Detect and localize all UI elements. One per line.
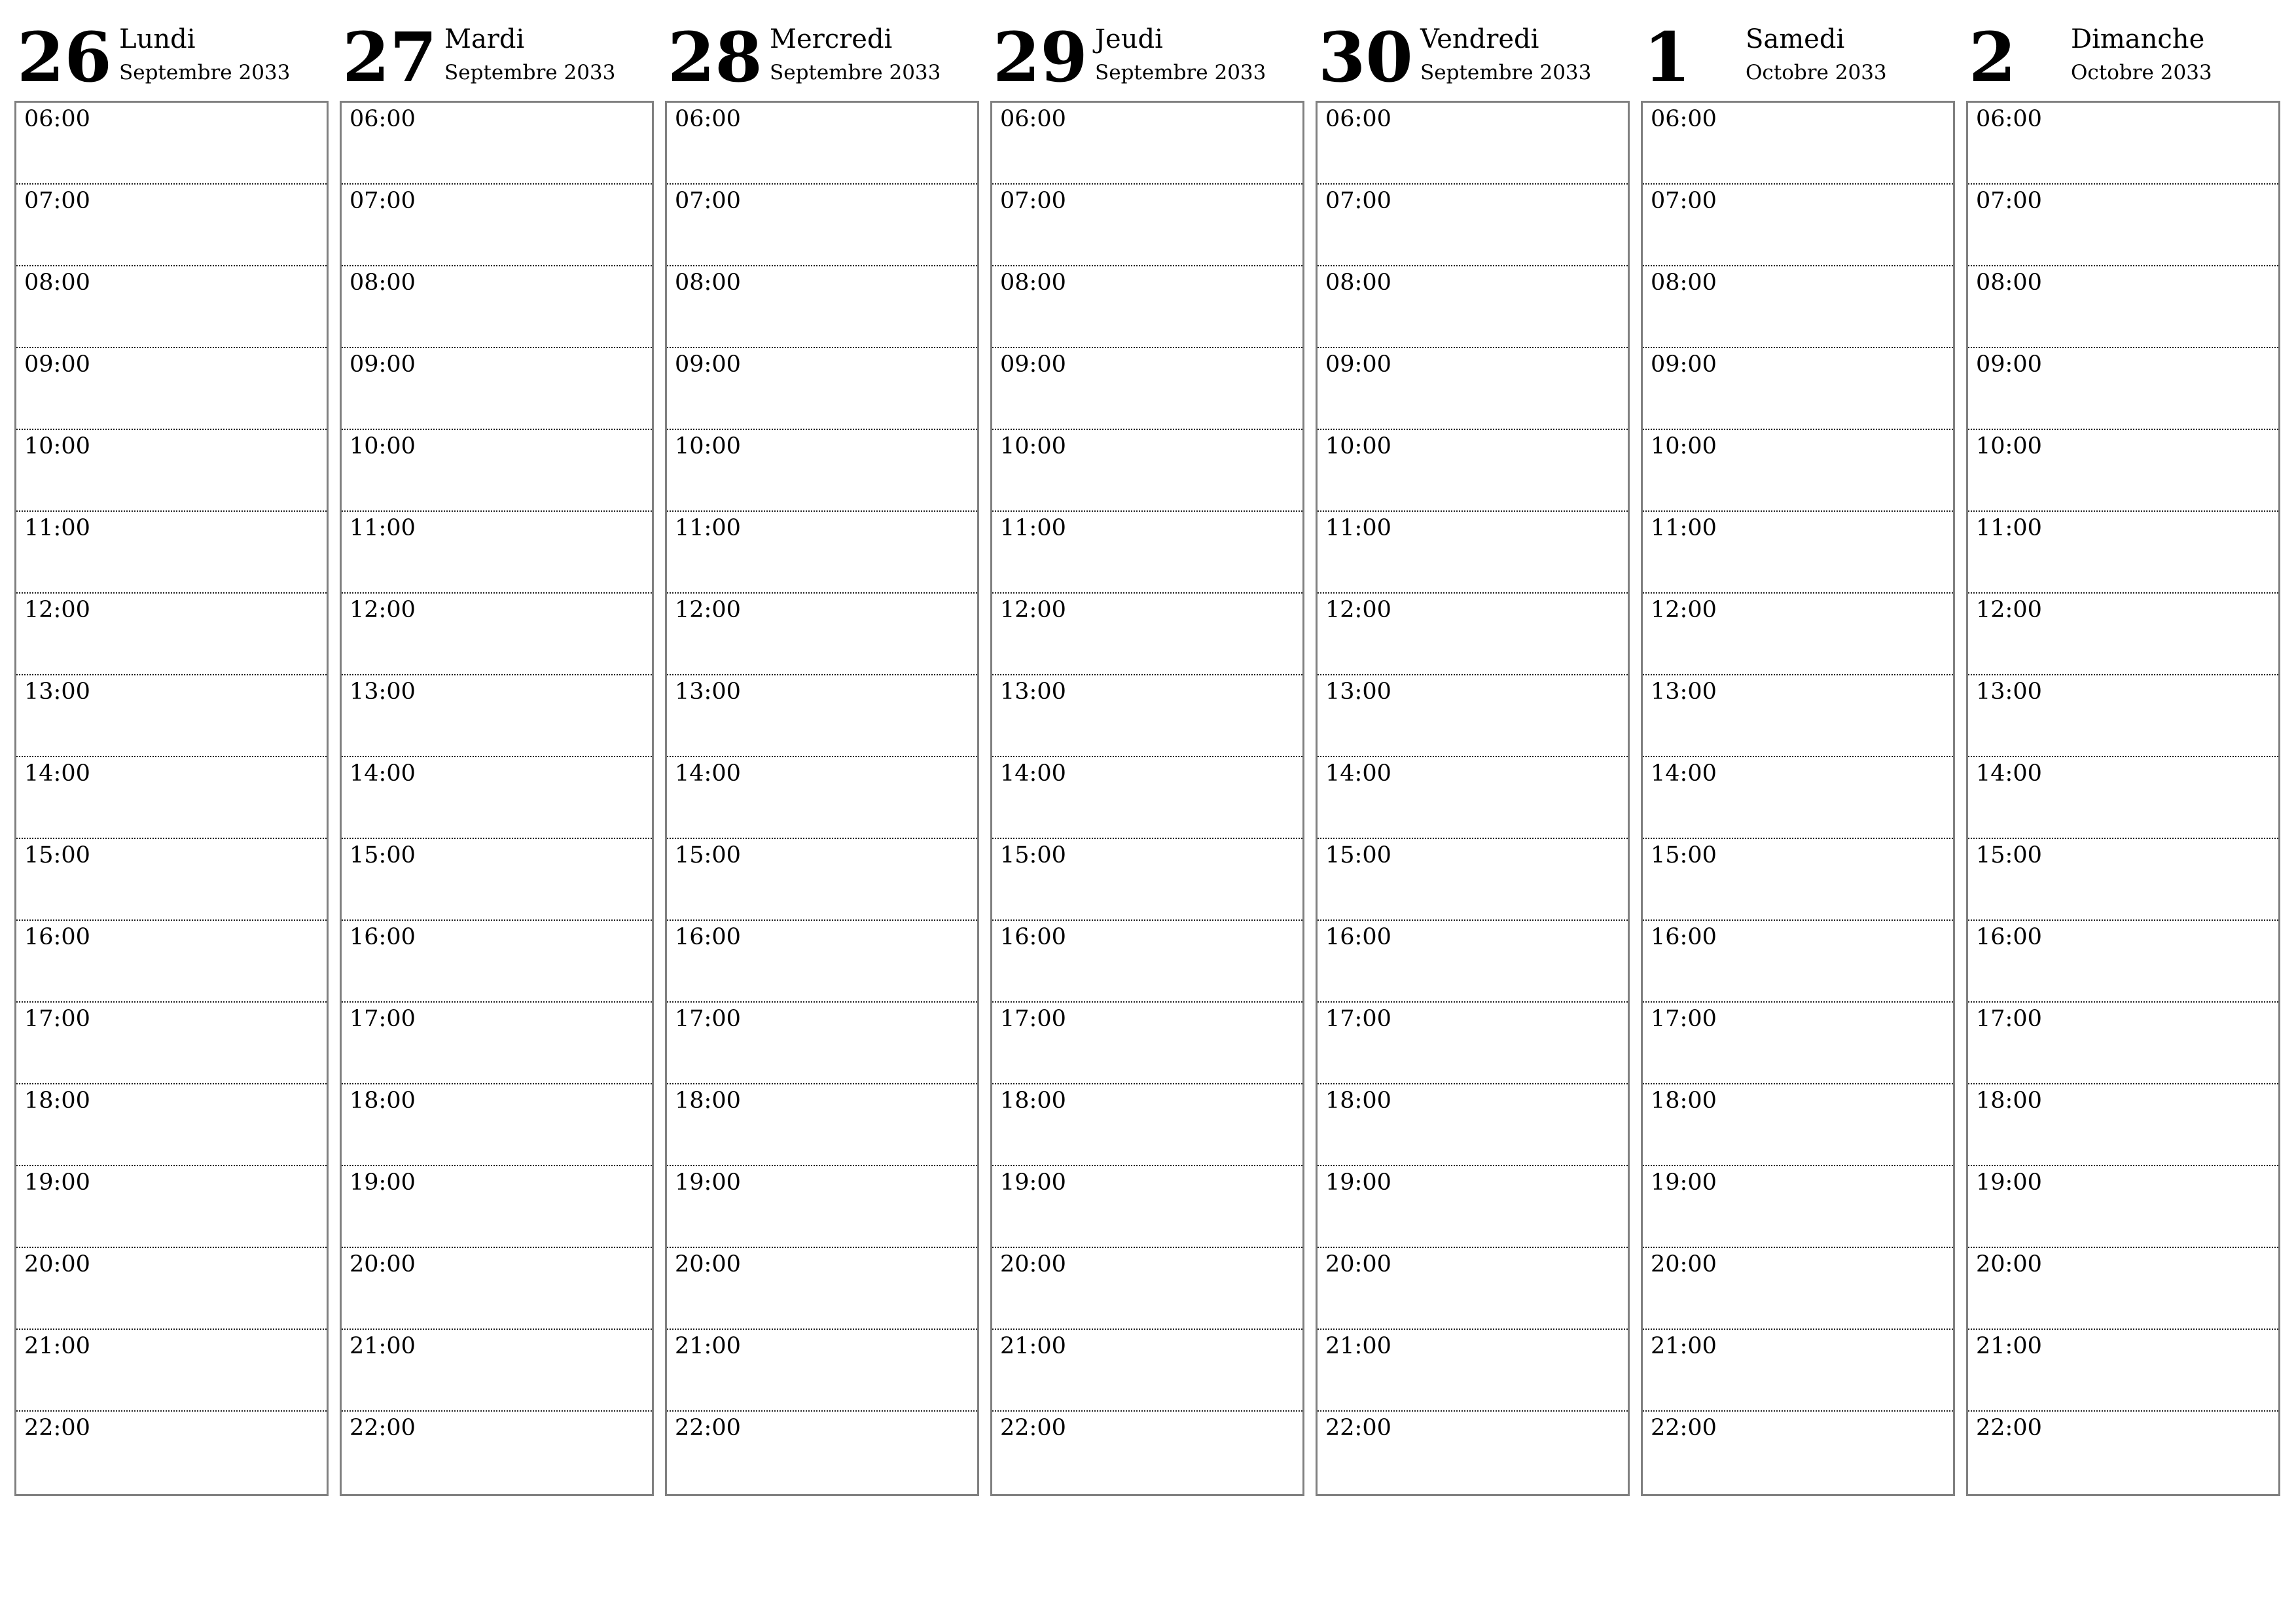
time-slot[interactable] xyxy=(1643,921,1953,1003)
time-slot-label: 20:00 xyxy=(350,1251,416,1277)
day-name: Dimanche xyxy=(2071,24,2205,54)
time-slot[interactable] xyxy=(667,675,977,757)
time-slot[interactable] xyxy=(16,185,327,266)
time-slot[interactable] xyxy=(1643,1330,1953,1412)
time-slot-label: 06:00 xyxy=(1976,106,2042,132)
time-slot-label: 10:00 xyxy=(24,433,90,459)
time-slot[interactable] xyxy=(1968,921,2278,1003)
time-slot-label: 09:00 xyxy=(350,351,416,378)
time-slot[interactable] xyxy=(1968,839,2278,921)
day-month: Septembre 2033 xyxy=(444,61,616,84)
time-slot[interactable] xyxy=(342,675,652,757)
day-name: Mercredi xyxy=(770,24,893,54)
time-slot[interactable] xyxy=(1318,512,1628,594)
time-slot-label: 13:00 xyxy=(1000,679,1066,705)
time-slot[interactable] xyxy=(1968,266,2278,348)
time-slot-label: 20:00 xyxy=(1976,1251,2042,1277)
day-schedule-box[interactable] xyxy=(340,101,654,1496)
time-slot-label: 19:00 xyxy=(1976,1169,2042,1196)
time-slot-label: 12:00 xyxy=(1000,597,1066,623)
time-slot-label: 06:00 xyxy=(675,106,741,132)
day-column xyxy=(14,18,327,1497)
time-slot[interactable] xyxy=(1643,430,1953,512)
time-slot-label: 21:00 xyxy=(1976,1333,2042,1359)
time-slot-label: 11:00 xyxy=(24,515,90,541)
time-slot[interactable] xyxy=(992,266,1302,348)
time-slot[interactable] xyxy=(992,185,1302,266)
time-slot[interactable] xyxy=(16,266,327,348)
time-slot-label: 13:00 xyxy=(675,679,741,705)
time-slot-label: 14:00 xyxy=(1325,760,1391,787)
day-number: 28 xyxy=(668,17,762,98)
time-slot-label: 15:00 xyxy=(350,842,416,868)
time-slot[interactable] xyxy=(667,103,977,185)
time-slot[interactable] xyxy=(992,1248,1302,1330)
time-slot[interactable] xyxy=(16,757,327,839)
time-slot-label: 09:00 xyxy=(1976,351,2042,378)
time-slot[interactable] xyxy=(667,1084,977,1166)
time-slot-label: 18:00 xyxy=(1976,1088,2042,1114)
time-slot-label: 19:00 xyxy=(1651,1169,1717,1196)
day-header xyxy=(1316,18,1628,101)
time-slot-label: 17:00 xyxy=(1976,1006,2042,1032)
time-slot-label: 18:00 xyxy=(1325,1088,1391,1114)
time-slot[interactable] xyxy=(16,1166,327,1248)
day-column xyxy=(665,18,978,1497)
time-slot[interactable] xyxy=(992,430,1302,512)
time-slot[interactable] xyxy=(342,185,652,266)
time-slot-label: 13:00 xyxy=(1651,679,1717,705)
time-slot-label: 09:00 xyxy=(1325,351,1391,378)
time-slot[interactable] xyxy=(1318,1248,1628,1330)
time-slot-label: 19:00 xyxy=(24,1169,90,1196)
time-slot-label: 21:00 xyxy=(675,1333,741,1359)
time-slot-label: 11:00 xyxy=(1325,515,1391,541)
time-slot[interactable] xyxy=(1968,1248,2278,1330)
day-header xyxy=(340,18,653,101)
time-slot[interactable] xyxy=(992,1003,1302,1084)
day-schedule-box[interactable] xyxy=(1316,101,1630,1496)
day-header xyxy=(665,18,978,101)
time-slot[interactable] xyxy=(667,839,977,921)
time-slot-label: 11:00 xyxy=(350,515,416,541)
time-slot-label: 19:00 xyxy=(1325,1169,1391,1196)
day-schedule-box[interactable] xyxy=(1966,101,2280,1496)
time-slot-label: 18:00 xyxy=(350,1088,416,1114)
time-slot-label: 21:00 xyxy=(350,1333,416,1359)
time-slot[interactable] xyxy=(342,512,652,594)
time-slot-label: 09:00 xyxy=(1651,351,1717,378)
time-slot[interactable] xyxy=(1318,1003,1628,1084)
day-name: Jeudi xyxy=(1095,24,1163,54)
time-slot-label: 07:00 xyxy=(1325,188,1391,214)
time-slot[interactable] xyxy=(992,921,1302,1003)
time-slot-label: 17:00 xyxy=(1651,1006,1717,1032)
time-slot[interactable] xyxy=(1318,266,1628,348)
time-slot[interactable] xyxy=(992,1412,1302,1493)
day-column xyxy=(340,18,653,1497)
time-slot-label: 13:00 xyxy=(1976,679,2042,705)
time-slot[interactable] xyxy=(1968,430,2278,512)
time-slot[interactable] xyxy=(1643,1166,1953,1248)
time-slot[interactable] xyxy=(1318,1412,1628,1493)
day-number: 26 xyxy=(17,17,112,98)
time-slot[interactable] xyxy=(1968,1412,2278,1493)
time-slot[interactable] xyxy=(1318,1166,1628,1248)
time-slot-label: 08:00 xyxy=(350,270,416,296)
day-column xyxy=(1316,18,1628,1497)
time-slot[interactable] xyxy=(1318,185,1628,266)
time-slot-label: 10:00 xyxy=(675,433,741,459)
time-slot[interactable] xyxy=(992,1084,1302,1166)
time-slot-label: 14:00 xyxy=(24,760,90,787)
time-slot-label: 20:00 xyxy=(1651,1251,1717,1277)
time-slot[interactable] xyxy=(1643,266,1953,348)
time-slot-label: 13:00 xyxy=(24,679,90,705)
time-slot-label: 15:00 xyxy=(1976,842,2042,868)
time-slot-label: 21:00 xyxy=(24,1333,90,1359)
time-slot-label: 19:00 xyxy=(675,1169,741,1196)
time-slot[interactable] xyxy=(667,1003,977,1084)
time-slot[interactable] xyxy=(1643,348,1953,430)
time-slot[interactable] xyxy=(992,757,1302,839)
time-slot[interactable] xyxy=(1643,1003,1953,1084)
time-slot[interactable] xyxy=(342,1166,652,1248)
time-slot-label: 18:00 xyxy=(1651,1088,1717,1114)
day-header xyxy=(1641,18,1954,101)
time-slot-label: 14:00 xyxy=(1651,760,1717,787)
time-slot-label: 10:00 xyxy=(350,433,416,459)
time-slot-label: 09:00 xyxy=(675,351,741,378)
time-slot[interactable] xyxy=(1968,594,2278,675)
time-slot-label: 18:00 xyxy=(24,1088,90,1114)
time-slot-label: 20:00 xyxy=(1000,1251,1066,1277)
time-slot-label: 12:00 xyxy=(1976,597,2042,623)
day-number: 29 xyxy=(993,17,1088,98)
time-slot[interactable] xyxy=(16,594,327,675)
day-header xyxy=(1966,18,2279,101)
time-slot-label: 14:00 xyxy=(1000,760,1066,787)
time-slot-label: 16:00 xyxy=(1651,924,1717,950)
time-slot[interactable] xyxy=(1318,1084,1628,1166)
time-slot[interactable] xyxy=(992,839,1302,921)
day-name: Lundi xyxy=(119,24,196,54)
time-slot[interactable] xyxy=(992,348,1302,430)
day-schedule-box[interactable] xyxy=(665,101,979,1496)
day-month: Septembre 2033 xyxy=(119,61,291,84)
time-slot[interactable] xyxy=(992,512,1302,594)
time-slot-label: 22:00 xyxy=(1325,1415,1391,1441)
time-slot[interactable] xyxy=(16,430,327,512)
time-slot-label: 08:00 xyxy=(675,270,741,296)
day-column xyxy=(1966,18,2279,1497)
time-slot[interactable] xyxy=(992,675,1302,757)
time-slot-label: 09:00 xyxy=(24,351,90,378)
time-slot-label: 10:00 xyxy=(1000,433,1066,459)
time-slot[interactable] xyxy=(992,1330,1302,1412)
time-slot-label: 22:00 xyxy=(350,1415,416,1441)
day-column xyxy=(990,18,1303,1497)
day-header xyxy=(14,18,327,101)
time-slot[interactable] xyxy=(1318,348,1628,430)
time-slot-label: 06:00 xyxy=(24,106,90,132)
time-slot-label: 11:00 xyxy=(1000,515,1066,541)
time-slot[interactable] xyxy=(1968,348,2278,430)
time-slot-label: 07:00 xyxy=(1976,188,2042,214)
day-schedule-box[interactable] xyxy=(1641,101,1955,1496)
time-slot-label: 15:00 xyxy=(1000,842,1066,868)
time-slot-label: 13:00 xyxy=(1325,679,1391,705)
time-slot[interactable] xyxy=(16,348,327,430)
time-slot[interactable] xyxy=(1968,512,2278,594)
time-slot-label: 07:00 xyxy=(350,188,416,214)
time-slot-label: 16:00 xyxy=(24,924,90,950)
time-slot[interactable] xyxy=(1643,675,1953,757)
time-slot[interactable] xyxy=(1968,1330,2278,1412)
time-slot[interactable] xyxy=(1643,185,1953,266)
time-slot-label: 08:00 xyxy=(1000,270,1066,296)
time-slot[interactable] xyxy=(342,1248,652,1330)
time-slot[interactable] xyxy=(16,1330,327,1412)
day-header xyxy=(990,18,1303,101)
time-slot-label: 18:00 xyxy=(1000,1088,1066,1114)
time-slot[interactable] xyxy=(16,1084,327,1166)
time-slot-label: 11:00 xyxy=(675,515,741,541)
time-slot[interactable] xyxy=(1318,594,1628,675)
time-slot-label: 22:00 xyxy=(1000,1415,1066,1441)
time-slot[interactable] xyxy=(342,1412,652,1493)
time-slot[interactable] xyxy=(667,1412,977,1493)
time-slot-label: 10:00 xyxy=(1976,433,2042,459)
time-slot[interactable] xyxy=(1643,1248,1953,1330)
time-slot[interactable] xyxy=(16,1412,327,1493)
time-slot-label: 12:00 xyxy=(24,597,90,623)
time-slot-label: 17:00 xyxy=(24,1006,90,1032)
time-slot[interactable] xyxy=(992,1166,1302,1248)
time-slot-label: 16:00 xyxy=(1325,924,1391,950)
time-slot-label: 08:00 xyxy=(1651,270,1717,296)
weekly-planner xyxy=(14,18,2282,1497)
time-slot-label: 08:00 xyxy=(24,270,90,296)
time-slot[interactable] xyxy=(1643,594,1953,675)
time-slot[interactable] xyxy=(1968,675,2278,757)
time-slot-label: 11:00 xyxy=(1651,515,1717,541)
time-slot[interactable] xyxy=(667,1248,977,1330)
time-slot-label: 20:00 xyxy=(24,1251,90,1277)
day-month: Septembre 2033 xyxy=(1420,61,1592,84)
time-slot-label: 17:00 xyxy=(350,1006,416,1032)
day-number: 27 xyxy=(342,17,437,98)
time-slot-label: 11:00 xyxy=(1976,515,2042,541)
time-slot-label: 21:00 xyxy=(1000,1333,1066,1359)
day-name: Mardi xyxy=(444,24,525,54)
day-number: 1 xyxy=(1643,17,1691,98)
time-slot[interactable] xyxy=(667,594,977,675)
time-slot[interactable] xyxy=(992,594,1302,675)
time-slot[interactable] xyxy=(16,839,327,921)
time-slot-label: 19:00 xyxy=(1000,1169,1066,1196)
time-slot-label: 20:00 xyxy=(675,1251,741,1277)
time-slot[interactable] xyxy=(1643,839,1953,921)
time-slot-label: 14:00 xyxy=(1976,760,2042,787)
time-slot[interactable] xyxy=(1968,185,2278,266)
time-slot-label: 22:00 xyxy=(675,1415,741,1441)
day-name: Samedi xyxy=(1746,24,1845,54)
time-slot[interactable] xyxy=(1643,512,1953,594)
day-name: Vendredi xyxy=(1420,24,1539,54)
time-slot-label: 12:00 xyxy=(675,597,741,623)
time-slot[interactable] xyxy=(16,103,327,185)
time-slot-label: 08:00 xyxy=(1325,270,1391,296)
time-slot-label: 18:00 xyxy=(675,1088,741,1114)
day-month: Octobre 2033 xyxy=(2071,61,2212,84)
time-slot-label: 06:00 xyxy=(1325,106,1391,132)
time-slot[interactable] xyxy=(1318,757,1628,839)
time-slot[interactable] xyxy=(16,921,327,1003)
time-slot-label: 17:00 xyxy=(1000,1006,1066,1032)
time-slot[interactable] xyxy=(992,103,1302,185)
time-slot[interactable] xyxy=(342,348,652,430)
time-slot[interactable] xyxy=(1968,757,2278,839)
time-slot-label: 15:00 xyxy=(675,842,741,868)
time-slot[interactable] xyxy=(667,430,977,512)
time-slot[interactable] xyxy=(1968,1003,2278,1084)
day-month: Septembre 2033 xyxy=(1095,61,1266,84)
time-slot-label: 19:00 xyxy=(350,1169,416,1196)
time-slot-label: 07:00 xyxy=(1000,188,1066,214)
time-slot-label: 15:00 xyxy=(1325,842,1391,868)
time-slot[interactable] xyxy=(342,1084,652,1166)
time-slot-label: 09:00 xyxy=(1000,351,1066,378)
day-number: 30 xyxy=(1318,17,1413,98)
time-slot[interactable] xyxy=(667,266,977,348)
time-slot-label: 07:00 xyxy=(675,188,741,214)
time-slot-label: 12:00 xyxy=(1325,597,1391,623)
time-slot-label: 21:00 xyxy=(1651,1333,1717,1359)
time-slot-label: 22:00 xyxy=(1651,1415,1717,1441)
time-slot[interactable] xyxy=(667,1166,977,1248)
time-slot-label: 07:00 xyxy=(24,188,90,214)
day-column xyxy=(1641,18,1954,1497)
time-slot[interactable] xyxy=(1318,430,1628,512)
time-slot[interactable] xyxy=(1318,839,1628,921)
day-month: Septembre 2033 xyxy=(770,61,941,84)
time-slot-label: 10:00 xyxy=(1651,433,1717,459)
time-slot[interactable] xyxy=(1643,103,1953,185)
time-slot-label: 16:00 xyxy=(675,924,741,950)
time-slot-label: 12:00 xyxy=(350,597,416,623)
time-slot[interactable] xyxy=(342,1003,652,1084)
time-slot[interactable] xyxy=(16,1248,327,1330)
day-schedule-box[interactable] xyxy=(14,101,329,1496)
time-slot-label: 08:00 xyxy=(1976,270,2042,296)
time-slot-label: 16:00 xyxy=(350,924,416,950)
time-slot[interactable] xyxy=(16,512,327,594)
time-slot-label: 20:00 xyxy=(1325,1251,1391,1277)
time-slot-label: 07:00 xyxy=(1651,188,1717,214)
time-slot-label: 06:00 xyxy=(1000,106,1066,132)
time-slot-label: 17:00 xyxy=(675,1006,741,1032)
time-slot[interactable] xyxy=(1968,1166,2278,1248)
time-slot[interactable] xyxy=(1318,921,1628,1003)
time-slot-label: 10:00 xyxy=(1325,433,1391,459)
time-slot[interactable] xyxy=(342,839,652,921)
time-slot[interactable] xyxy=(1968,1084,2278,1166)
time-slot[interactable] xyxy=(667,512,977,594)
time-slot-label: 06:00 xyxy=(350,106,416,132)
time-slot[interactable] xyxy=(342,430,652,512)
day-number: 2 xyxy=(1969,17,2017,98)
day-month: Octobre 2033 xyxy=(1746,61,1887,84)
time-slot[interactable] xyxy=(342,1330,652,1412)
time-slot[interactable] xyxy=(1968,103,2278,185)
time-slot-label: 16:00 xyxy=(1976,924,2042,950)
time-slot[interactable] xyxy=(667,921,977,1003)
time-slot[interactable] xyxy=(667,1330,977,1412)
time-slot[interactable] xyxy=(667,185,977,266)
time-slot[interactable] xyxy=(1643,757,1953,839)
time-slot[interactable] xyxy=(1643,1084,1953,1166)
time-slot-label: 06:00 xyxy=(1651,106,1717,132)
time-slot[interactable] xyxy=(1318,1330,1628,1412)
time-slot[interactable] xyxy=(1643,1412,1953,1493)
time-slot-label: 15:00 xyxy=(24,842,90,868)
time-slot[interactable] xyxy=(342,594,652,675)
time-slot-label: 14:00 xyxy=(675,760,741,787)
time-slot-label: 16:00 xyxy=(1000,924,1066,950)
time-slot-label: 21:00 xyxy=(1325,1333,1391,1359)
time-slot[interactable] xyxy=(342,757,652,839)
time-slot[interactable] xyxy=(342,103,652,185)
time-slot-label: 13:00 xyxy=(350,679,416,705)
time-slot-label: 22:00 xyxy=(1976,1415,2042,1441)
time-slot[interactable] xyxy=(667,348,977,430)
time-slot-label: 14:00 xyxy=(350,760,416,787)
time-slot[interactable] xyxy=(667,757,977,839)
time-slot[interactable] xyxy=(16,1003,327,1084)
time-slot[interactable] xyxy=(1318,103,1628,185)
time-slot[interactable] xyxy=(342,266,652,348)
time-slot[interactable] xyxy=(1318,675,1628,757)
time-slot[interactable] xyxy=(16,675,327,757)
day-schedule-box[interactable] xyxy=(990,101,1304,1496)
time-slot-label: 15:00 xyxy=(1651,842,1717,868)
time-slot-label: 22:00 xyxy=(24,1415,90,1441)
time-slot[interactable] xyxy=(342,921,652,1003)
time-slot-label: 12:00 xyxy=(1651,597,1717,623)
time-slot-label: 17:00 xyxy=(1325,1006,1391,1032)
